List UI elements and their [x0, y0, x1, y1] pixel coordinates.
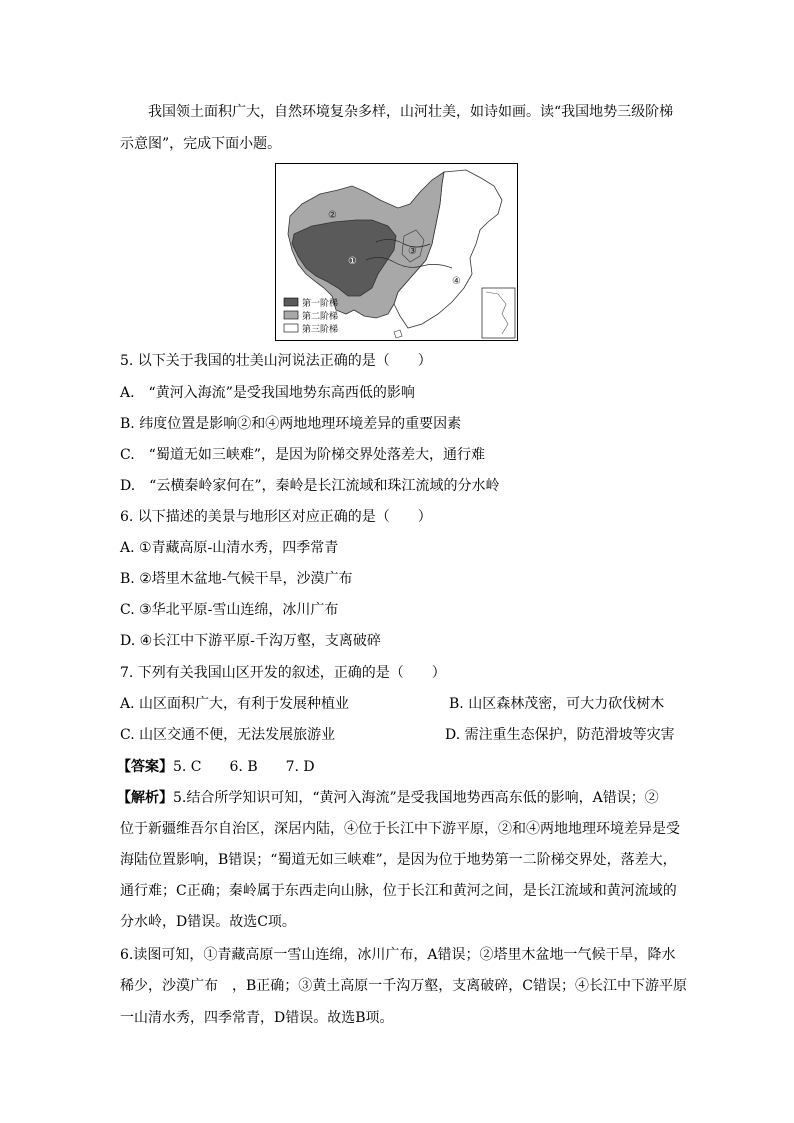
analysis-p1-line-2: 位于新疆维吾尔自治区，深居内陆，④位于长江中下游平原，②和④两地地理环境差异是受 [120, 821, 680, 837]
q5-option-d: D. “云横秦岭家何在”，秦岭是长江流域和珠江流域的分水岭 [120, 478, 500, 494]
analysis-p1-line-4: 通行难；C正确；秦岭属于东西走向山脉，位于长江和黄河之间，是长江流域和黄河流域的 [120, 883, 677, 899]
q6-option-d: D. ④长江中下游平原-千沟万壑，支离破碎 [120, 633, 381, 649]
q7-option-b: B. 山区森林茂密，可大力砍伐树木 [449, 696, 665, 712]
hainan-island [394, 330, 402, 338]
q6-option-c: C. ③华北平原-雪山连绵，冰川广布 [120, 602, 339, 618]
legend-label-step3: 第三阶梯 [302, 325, 339, 335]
region-label-1: ① [348, 256, 357, 267]
q5-option-a: A. “黄河入海流”是受我国地势东高西低的影响 [120, 385, 415, 401]
map-legend [284, 297, 338, 335]
legend-swatch-step2 [284, 311, 298, 319]
region-label-3: ③ [408, 246, 417, 257]
q5-option-b: B. 纬度位置是影响②和④两地地理环境差异的重要因素 [120, 416, 462, 432]
q5-option-c: C. “蜀道无如三峡难”，是因为阶梯交界处落差大，通行难 [120, 447, 485, 463]
q6-option-b: B. ②塔里木盆地-气候干旱，沙漠广布 [120, 571, 353, 587]
legend-swatch-step1 [284, 298, 298, 306]
analysis-p2-line-1: 6.读图可知，①青藏高原一雪山连绵，冰川广布，A错误；②塔里木盆地一气候干旱，降水 [120, 947, 676, 963]
answer-text: 5. C 6. B 7. D [173, 759, 315, 775]
region-label-4: ④ [452, 276, 461, 287]
analysis-p2-line-2: 稀少，沙漠广布 ，B正确；③黄土高原一千沟万壑，支离破碎，C错误；④长江中下游平原 [120, 978, 687, 994]
china-terrain-map [275, 163, 518, 341]
q7-option-c: C. 山区交通不便，无法发展旅游业 [120, 727, 336, 743]
q6-option-a: A. ①青藏高原-山清水秀，四季常青 [120, 540, 339, 556]
legend-label-step2: 第二阶梯 [302, 312, 339, 322]
q7-option-a: A. 山区面积广大，有利于发展种植业 [120, 696, 350, 712]
analysis-label: 【解析】 [117, 790, 173, 806]
answer-line [117, 757, 315, 777]
q7-option-d: D. 需注重生态保护，防范滑坡等灾害 [445, 727, 675, 743]
region-label-2: ② [328, 210, 337, 221]
legend-swatch-step3 [284, 324, 298, 332]
q5-stem: 5. 以下关于我国的壮美山河说法正确的是（ ） [120, 353, 432, 369]
analysis-p1-line-3: 海陆位置影响，B错误；“蜀道无如三峡难”，是因为位于地势第一二阶梯交界处，落差大， [120, 852, 677, 868]
q6-stem: 6. 以下描述的美景与地形区对应正确的是（ ） [120, 509, 432, 525]
answer-label: 【答案】 [117, 759, 173, 775]
analysis-p1-line-5: 分水岭，D错误。故选C项。 [120, 914, 296, 930]
analysis-p1-line-1: 5.结合所学知识可知，“黄河入海流”是受我国地势西高东低的影响，A错误；② [173, 790, 659, 806]
intro-line-1: 我国领土面积广大，自然环境复杂多样，山河壮美，如诗如画。读“我国地势三级阶梯 [148, 104, 674, 120]
analysis-line-1 [117, 788, 659, 808]
analysis-p2-line-3: 一山清水秀，四季常青，D错误。故选B项。 [120, 1010, 394, 1026]
intro-line-2: 示意图”，完成下面小题。 [120, 136, 282, 152]
q7-stem: 7. 下列有关我国山区开发的叙述，正确的是（ ） [120, 665, 446, 681]
terrain-map-graphic [276, 164, 517, 340]
south-sea-inset [482, 288, 515, 338]
legend-label-step1: 第一阶梯 [302, 299, 339, 309]
